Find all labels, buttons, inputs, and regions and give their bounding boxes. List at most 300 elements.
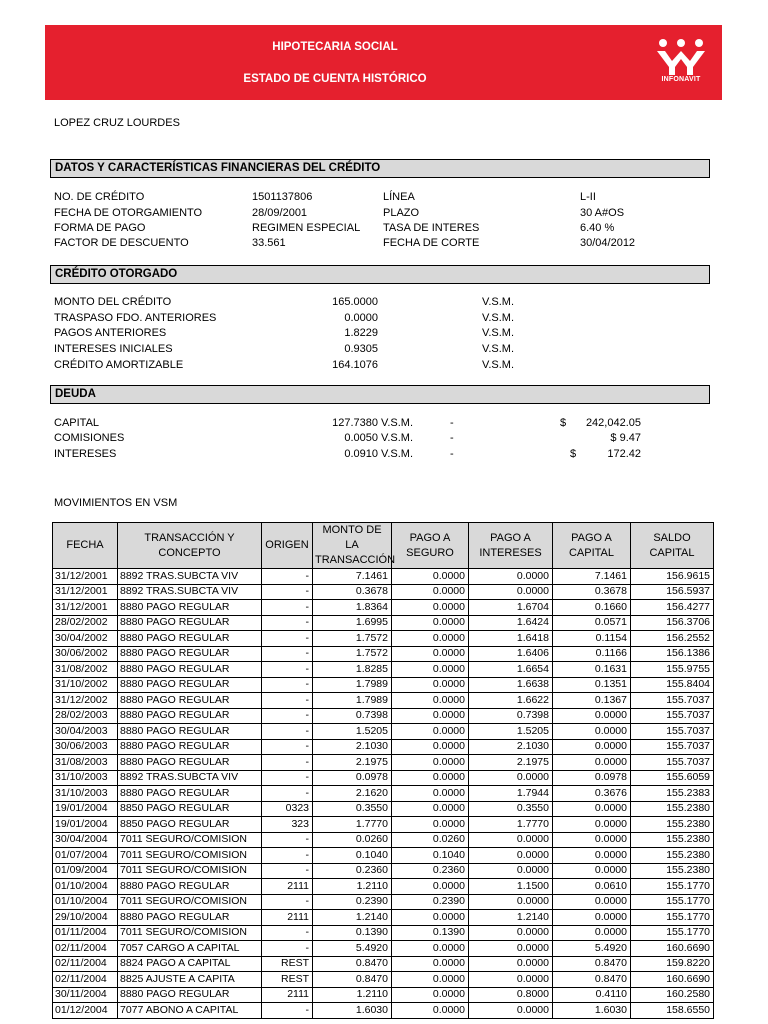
report-header: [45, 25, 722, 100]
datos-label: FORMA DE PAGO: [54, 222, 146, 234]
cell-monto: 1.2110: [313, 879, 392, 895]
cell-fecha: 31/08/2003: [53, 755, 118, 771]
cell-origen: -: [262, 615, 313, 631]
table-row: [53, 786, 714, 802]
cell-origen: -: [262, 770, 313, 786]
cell-seguro: 0.0000: [392, 584, 469, 600]
cell-capital: 0.0978: [553, 770, 631, 786]
deuda-unit: V.S.M.: [381, 417, 413, 429]
otorgado-value: 164.1076: [332, 359, 378, 371]
cell-fecha: 31/10/2003: [53, 770, 118, 786]
cell-capital: 5.4920: [553, 941, 631, 957]
column-header: PAGO A INTERESES: [469, 523, 553, 569]
movimientos-title: MOVIMIENTOS EN VSM: [54, 497, 178, 509]
cell-monto: 2.1975: [313, 755, 392, 771]
table-row: [53, 941, 714, 957]
datos-value: 28/09/2001: [252, 207, 308, 219]
cell-fecha: 01/07/2004: [53, 848, 118, 864]
cell-saldo: 155.1770: [631, 910, 714, 926]
cell-monto: 0.3550: [313, 801, 392, 817]
cell-intereses: 2.1030: [469, 739, 553, 755]
cell-origen: 323: [262, 817, 313, 833]
cell-intereses: 1.7944: [469, 786, 553, 802]
cell-saldo: 155.1770: [631, 879, 714, 895]
cell-monto: 1.5205: [313, 724, 392, 740]
deuda-dash: -: [450, 417, 454, 429]
movimientos-body: [53, 569, 714, 1019]
cell-concepto: 7077 ABONO A CAPITAL: [118, 1003, 262, 1019]
cell-concepto: 8880 PAGO REGULAR: [118, 879, 262, 895]
deuda-value: 127.7380: [332, 417, 378, 429]
table-row: [53, 631, 714, 647]
deuda-amount: 242,042.05: [585, 417, 641, 429]
cell-monto: 0.0260: [313, 832, 392, 848]
cell-fecha: 02/11/2004: [53, 941, 118, 957]
cell-fecha: 02/11/2004: [53, 956, 118, 972]
deuda-value: 0.0050: [344, 432, 378, 444]
table-row: [53, 832, 714, 848]
cell-saldo: 160.2580: [631, 987, 714, 1003]
otorgado-value: 0.0000: [344, 312, 378, 324]
cell-origen: 0323: [262, 801, 313, 817]
deuda-label: CAPITAL: [54, 417, 100, 429]
report-subtitle: ESTADO DE CUENTA HISTÓRICO: [243, 73, 427, 85]
cell-capital: 0.1660: [553, 600, 631, 616]
cell-monto: 1.8285: [313, 662, 392, 678]
datos-value2: 6.40 %: [580, 222, 615, 234]
cell-saldo: 156.1386: [631, 646, 714, 662]
cell-seguro: 0.0000: [392, 817, 469, 833]
cell-seguro: 0.0000: [392, 646, 469, 662]
cell-origen: -: [262, 584, 313, 600]
cell-origen: -: [262, 863, 313, 879]
cell-saldo: 155.1770: [631, 925, 714, 941]
cell-concepto: 7011 SEGURO/COMISION: [118, 925, 262, 941]
cell-saldo: 158.6550: [631, 1003, 714, 1019]
cell-origen: 2111: [262, 910, 313, 926]
deuda-currency: $: [570, 448, 577, 460]
cell-fecha: 01/11/2004: [53, 925, 118, 941]
cell-intereses: 2.1975: [469, 755, 553, 771]
table-row: [53, 801, 714, 817]
cell-concepto: 7057 CARGO A CAPITAL: [118, 941, 262, 957]
table-row: [53, 646, 714, 662]
table-row: [53, 817, 714, 833]
cell-monto: 0.3678: [313, 584, 392, 600]
cell-monto: 1.7770: [313, 817, 392, 833]
cell-seguro: 0.0000: [392, 600, 469, 616]
report-title: HIPOTECARIA SOCIAL: [272, 41, 398, 53]
cell-origen: -: [262, 941, 313, 957]
table-row: [53, 584, 714, 600]
cell-origen: -: [262, 848, 313, 864]
table-row: [53, 770, 714, 786]
datos-label2: LÍNEA: [383, 191, 415, 203]
movimientos-table: [52, 522, 714, 1019]
table-row: [53, 863, 714, 879]
cell-fecha: 01/12/2004: [53, 1003, 118, 1019]
cell-origen: -: [262, 662, 313, 678]
datos-label: NO. DE CRÉDITO: [54, 191, 145, 203]
cell-monto: 0.2360: [313, 863, 392, 879]
otorgado-unit: V.S.M.: [482, 343, 514, 355]
cell-origen: -: [262, 755, 313, 771]
cell-intereses: 1.6406: [469, 646, 553, 662]
cell-saldo: 155.2380: [631, 801, 714, 817]
cell-concepto: 8850 PAGO REGULAR: [118, 801, 262, 817]
cell-seguro: 0.0000: [392, 739, 469, 755]
cell-monto: 0.8470: [313, 956, 392, 972]
cell-fecha: 01/10/2004: [53, 879, 118, 895]
table-row: [53, 600, 714, 616]
datos-value2: L-II: [580, 191, 596, 203]
otorgado-label: TRASPASO FDO. ANTERIORES: [54, 312, 217, 324]
table-row: [53, 956, 714, 972]
cell-capital: 0.0000: [553, 817, 631, 833]
cell-intereses: 0.0000: [469, 863, 553, 879]
cell-saldo: 160.6690: [631, 972, 714, 988]
cell-seguro: 0.1040: [392, 848, 469, 864]
table-row: [53, 894, 714, 910]
cell-capital: 0.0571: [553, 615, 631, 631]
cell-capital: 0.0000: [553, 863, 631, 879]
cell-intereses: 1.6424: [469, 615, 553, 631]
cell-seguro: 0.0000: [392, 615, 469, 631]
cell-concepto: 8880 PAGO REGULAR: [118, 693, 262, 709]
cell-saldo: 155.7037: [631, 739, 714, 755]
cell-seguro: 0.0000: [392, 910, 469, 926]
cell-monto: 1.2140: [313, 910, 392, 926]
cell-fecha: 31/08/2002: [53, 662, 118, 678]
cell-saldo: 155.7037: [631, 693, 714, 709]
datos-value2: 30 A#OS: [580, 207, 625, 219]
cell-capital: 0.0000: [553, 832, 631, 848]
cell-origen: -: [262, 786, 313, 802]
datos-label2: PLAZO: [383, 207, 420, 219]
table-row: [53, 569, 714, 585]
cell-concepto: 8880 PAGO REGULAR: [118, 615, 262, 631]
table-row: [53, 615, 714, 631]
cell-capital: 0.1631: [553, 662, 631, 678]
cell-saldo: 159.8220: [631, 956, 714, 972]
table-row: [53, 739, 714, 755]
otorgado-value: 165.0000: [332, 296, 378, 308]
cell-capital: 0.3678: [553, 584, 631, 600]
cell-fecha: 01/09/2004: [53, 863, 118, 879]
cell-fecha: 19/01/2004: [53, 817, 118, 833]
cell-concepto: 8880 PAGO REGULAR: [118, 724, 262, 740]
cell-capital: 0.3676: [553, 786, 631, 802]
cell-fecha: 28/02/2002: [53, 615, 118, 631]
cell-intereses: 1.6418: [469, 631, 553, 647]
section-otorgado-title: CRÉDITO OTORGADO: [50, 265, 710, 284]
cell-fecha: 30/04/2004: [53, 832, 118, 848]
cell-monto: 0.1390: [313, 925, 392, 941]
cell-monto: 1.8364: [313, 600, 392, 616]
cell-fecha: 31/10/2003: [53, 786, 118, 802]
cell-saldo: 160.6690: [631, 941, 714, 957]
cell-intereses: 1.6638: [469, 677, 553, 693]
cell-saldo: 155.2380: [631, 817, 714, 833]
table-row: [53, 755, 714, 771]
cell-intereses: 1.7770: [469, 817, 553, 833]
table-row: [53, 708, 714, 724]
cell-concepto: 7011 SEGURO/COMISION: [118, 894, 262, 910]
datos-value: REGIMEN ESPECIAL: [252, 222, 361, 234]
cell-seguro: 0.0000: [392, 693, 469, 709]
column-header: SALDO CAPITAL: [631, 523, 714, 569]
cell-origen: -: [262, 724, 313, 740]
section-deuda-title: DEUDA: [50, 385, 710, 404]
cell-capital: 0.0000: [553, 910, 631, 926]
otorgado-unit: V.S.M.: [482, 327, 514, 339]
cell-saldo: 156.4277: [631, 600, 714, 616]
cell-concepto: 8850 PAGO REGULAR: [118, 817, 262, 833]
table-row: [53, 677, 714, 693]
datos-label2: FECHA DE CORTE: [383, 237, 480, 249]
cell-seguro: 0.2390: [392, 894, 469, 910]
cell-saldo: 155.2380: [631, 848, 714, 864]
cell-intereses: 1.5205: [469, 724, 553, 740]
cell-saldo: 156.3706: [631, 615, 714, 631]
table-row: [53, 910, 714, 926]
column-header: TRANSACCIÓN Y CONCEPTO: [118, 523, 262, 569]
cell-intereses: 1.1500: [469, 879, 553, 895]
cell-concepto: 8880 PAGO REGULAR: [118, 755, 262, 771]
table-row: [53, 925, 714, 941]
cell-fecha: 31/12/2002: [53, 693, 118, 709]
infonavit-logo-icon: [655, 37, 707, 77]
otorgado-unit: V.S.M.: [482, 359, 514, 371]
cell-seguro: 0.0000: [392, 631, 469, 647]
table-row: [53, 879, 714, 895]
deuda-value: 0.0910: [344, 448, 378, 460]
cell-monto: 2.1030: [313, 739, 392, 755]
cell-intereses: 0.3550: [469, 801, 553, 817]
cell-monto: 1.7572: [313, 631, 392, 647]
cell-concepto: 8880 PAGO REGULAR: [118, 987, 262, 1003]
cell-intereses: 0.0000: [469, 569, 553, 585]
cell-seguro: 0.0000: [392, 972, 469, 988]
cell-origen: -: [262, 569, 313, 585]
cell-saldo: 156.9615: [631, 569, 714, 585]
cell-intereses: 0.0000: [469, 584, 553, 600]
cell-fecha: 01/10/2004: [53, 894, 118, 910]
cell-origen: -: [262, 708, 313, 724]
datos-value: 33.561: [252, 237, 286, 249]
cell-monto: 0.0978: [313, 770, 392, 786]
cell-capital: 0.8470: [553, 956, 631, 972]
cell-saldo: 155.6059: [631, 770, 714, 786]
column-header: FECHA: [53, 523, 118, 569]
cell-fecha: 28/02/2003: [53, 708, 118, 724]
cell-saldo: 155.1770: [631, 894, 714, 910]
cell-concepto: 8824 PAGO A CAPITAL: [118, 956, 262, 972]
cell-origen: -: [262, 925, 313, 941]
cell-intereses: 0.0000: [469, 972, 553, 988]
cell-seguro: 0.1390: [392, 925, 469, 941]
cell-concepto: 8880 PAGO REGULAR: [118, 662, 262, 678]
cell-seguro: 0.0000: [392, 786, 469, 802]
datos-value: 1501137806: [252, 191, 313, 203]
cell-capital: 0.0000: [553, 708, 631, 724]
column-header: MONTO DE LA TRANSACCIÓN: [313, 523, 392, 569]
cell-capital: 1.6030: [553, 1003, 631, 1019]
holder-name: LOPEZ CRUZ LOURDES: [54, 117, 180, 129]
cell-saldo: 155.2383: [631, 786, 714, 802]
cell-monto: 0.2390: [313, 894, 392, 910]
cell-fecha: 30/04/2003: [53, 724, 118, 740]
datos-label: FECHA DE OTORGAMIENTO: [54, 207, 203, 219]
cell-fecha: 31/12/2001: [53, 584, 118, 600]
cell-fecha: 31/12/2001: [53, 600, 118, 616]
cell-saldo: 156.5937: [631, 584, 714, 600]
cell-seguro: 0.0000: [392, 956, 469, 972]
cell-capital: 0.8470: [553, 972, 631, 988]
cell-fecha: 29/10/2004: [53, 910, 118, 926]
cell-capital: 0.0000: [553, 724, 631, 740]
cell-concepto: 7011 SEGURO/COMISION: [118, 832, 262, 848]
cell-origen: 2111: [262, 879, 313, 895]
column-header: PAGO A SEGURO: [392, 523, 469, 569]
cell-concepto: 8880 PAGO REGULAR: [118, 910, 262, 926]
cell-concepto: 8880 PAGO REGULAR: [118, 677, 262, 693]
infonavit-logo: [655, 37, 707, 87]
table-row: [53, 848, 714, 864]
cell-fecha: 30/11/2004: [53, 987, 118, 1003]
cell-origen: REST: [262, 956, 313, 972]
cell-origen: -: [262, 600, 313, 616]
deuda-dash: -: [450, 448, 454, 460]
cell-capital: 0.0000: [553, 894, 631, 910]
datos-label: FACTOR DE DESCUENTO: [54, 237, 189, 249]
cell-seguro: 0.0000: [392, 677, 469, 693]
otorgado-label: MONTO DEL CRÉDITO: [54, 296, 172, 308]
cell-saldo: 155.2380: [631, 863, 714, 879]
cell-intereses: 0.0000: [469, 848, 553, 864]
deuda-currency: $: [560, 417, 567, 429]
cell-monto: 0.8470: [313, 972, 392, 988]
cell-capital: 0.0000: [553, 925, 631, 941]
cell-origen: -: [262, 894, 313, 910]
cell-seguro: 0.0260: [392, 832, 469, 848]
column-header: PAGO A CAPITAL: [553, 523, 631, 569]
cell-capital: 0.4110: [553, 987, 631, 1003]
cell-origen: -: [262, 739, 313, 755]
cell-concepto: 8880 PAGO REGULAR: [118, 631, 262, 647]
otorgado-value: 0.9305: [344, 343, 378, 355]
cell-capital: 0.1367: [553, 693, 631, 709]
otorgado-label: CRÉDITO AMORTIZABLE: [54, 359, 184, 371]
cell-origen: -: [262, 677, 313, 693]
cell-monto: 0.7398: [313, 708, 392, 724]
cell-intereses: 0.0000: [469, 956, 553, 972]
cell-seguro: 0.0000: [392, 941, 469, 957]
table-row: [53, 972, 714, 988]
deuda-unit: V.S.M.: [381, 432, 413, 444]
table-row: [53, 724, 714, 740]
table-row: [53, 662, 714, 678]
cell-seguro: 0.0000: [392, 724, 469, 740]
cell-seguro: 0.2360: [392, 863, 469, 879]
deuda-unit: V.S.M.: [381, 448, 413, 460]
cell-monto: 1.7989: [313, 677, 392, 693]
cell-origen: 2111: [262, 987, 313, 1003]
deuda-amount: 172.42: [607, 448, 641, 460]
cell-concepto: 8880 PAGO REGULAR: [118, 739, 262, 755]
cell-capital: 0.0000: [553, 739, 631, 755]
cell-monto: 0.1040: [313, 848, 392, 864]
cell-seguro: 0.0000: [392, 708, 469, 724]
table-header-row: [53, 523, 714, 569]
cell-monto: 7.1461: [313, 569, 392, 585]
cell-monto: 1.6030: [313, 1003, 392, 1019]
cell-origen: REST: [262, 972, 313, 988]
cell-origen: -: [262, 631, 313, 647]
cell-fecha: 19/01/2004: [53, 801, 118, 817]
deuda-label: COMISIONES: [54, 432, 125, 444]
cell-fecha: 30/04/2002: [53, 631, 118, 647]
cell-capital: 0.0000: [553, 848, 631, 864]
cell-concepto: 8892 TRAS.SUBCTA VIV: [118, 584, 262, 600]
cell-saldo: 156.2552: [631, 631, 714, 647]
cell-saldo: 155.2380: [631, 832, 714, 848]
table-row: [53, 987, 714, 1003]
cell-concepto: 8825 AJUSTE A CAPITA: [118, 972, 262, 988]
cell-monto: 2.1620: [313, 786, 392, 802]
cell-intereses: 0.0000: [469, 770, 553, 786]
cell-capital: 0.0000: [553, 755, 631, 771]
deuda-dash: -: [450, 432, 454, 444]
logo-text: INFONAVIT: [661, 76, 701, 83]
cell-origen: -: [262, 1003, 313, 1019]
datos-label2: TASA DE INTERES: [383, 222, 480, 234]
cell-intereses: 0.0000: [469, 832, 553, 848]
cell-concepto: 7011 SEGURO/COMISION: [118, 848, 262, 864]
cell-origen: -: [262, 832, 313, 848]
cell-monto: 1.6995: [313, 615, 392, 631]
cell-concepto: 8880 PAGO REGULAR: [118, 708, 262, 724]
cell-monto: 5.4920: [313, 941, 392, 957]
table-row: [53, 1003, 714, 1019]
cell-seguro: 0.0000: [392, 879, 469, 895]
cell-seguro: 0.0000: [392, 987, 469, 1003]
cell-seguro: 0.0000: [392, 755, 469, 771]
otorgado-value: 1.8229: [344, 327, 378, 339]
cell-intereses: 1.6704: [469, 600, 553, 616]
cell-monto: 1.2110: [313, 987, 392, 1003]
datos-value2: 30/04/2012: [580, 237, 636, 249]
cell-intereses: 0.0000: [469, 925, 553, 941]
cell-saldo: 155.7037: [631, 708, 714, 724]
otorgado-label: PAGOS ANTERIORES: [54, 327, 167, 339]
cell-seguro: 0.0000: [392, 770, 469, 786]
cell-saldo: 155.7037: [631, 724, 714, 740]
cell-capital: 7.1461: [553, 569, 631, 585]
cell-concepto: 8880 PAGO REGULAR: [118, 786, 262, 802]
cell-saldo: 155.8404: [631, 677, 714, 693]
cell-concepto: 7011 SEGURO/COMISION: [118, 863, 262, 879]
column-header: ORIGEN: [262, 523, 313, 569]
cell-fecha: 31/10/2002: [53, 677, 118, 693]
cell-capital: 0.1154: [553, 631, 631, 647]
deuda-amount: $ 9.47: [610, 432, 641, 444]
cell-seguro: 0.0000: [392, 662, 469, 678]
cell-saldo: 155.7037: [631, 755, 714, 771]
cell-origen: -: [262, 646, 313, 662]
cell-intereses: 0.0000: [469, 941, 553, 957]
cell-intereses: 0.0000: [469, 894, 553, 910]
